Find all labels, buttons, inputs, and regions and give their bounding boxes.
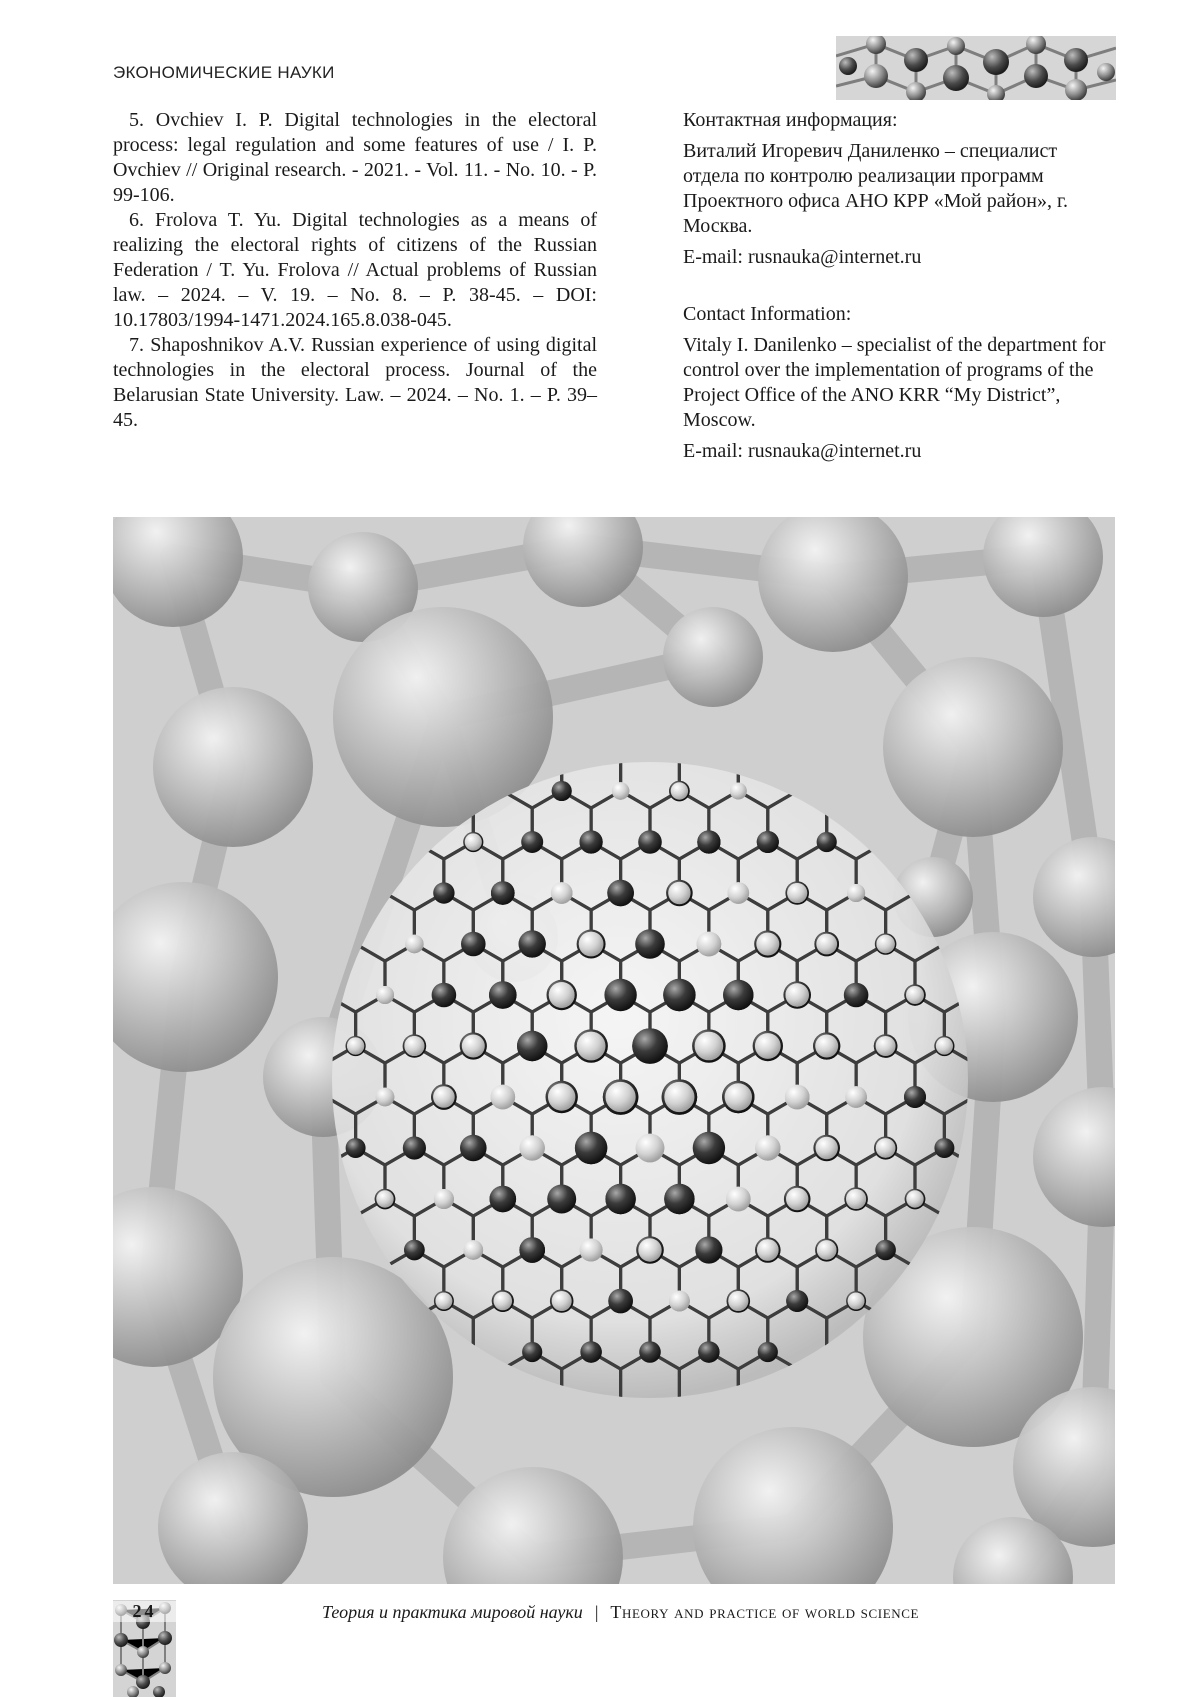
references-list [113, 108, 597, 433]
contact-heading-ru: Контактная информация: [683, 109, 898, 131]
contact-author-ru: Виталий Игоревич Даниленко – специалист отдела по контролю реализации программ Проектного офиса АНО КРР «Мой район», г. Москва. [683, 140, 1068, 237]
contact-heading-en: Contact Information: [683, 303, 852, 325]
reference-item: 6. Frolova T. Yu. Digital technologies as a means of realizing the electoral rights of citizens of the Russian Federation / T. Yu. Frolova // Actual problems of Russian law. – 2024. – V. 19. – No. 8. – P. 38-45. – DOI: 10.17803/1994-1471.2024.165.8.038-045. [113, 209, 597, 331]
contact-block [683, 108, 1115, 464]
fullerene-illustration [113, 517, 1115, 1584]
journal-title-ru: Теория и практика мировой науки [322, 1602, 583, 1622]
section-title: ЭКОНОМИЧЕСКИЕ НАУКИ [113, 63, 335, 82]
journal-separator: | [594, 1602, 599, 1622]
journal-title-en: Theory and practice of world science [610, 1602, 920, 1622]
reference-item: 5. Ovchiev I. P. Digital technologies in the electoral process: legal regulation and some features of use / I. P. Ovchiev // Original research. - 2021. - Vol. 11. - No. 10. - P. 99-106. [113, 109, 597, 206]
header-molecule-thumbnail [836, 36, 1116, 100]
contact-email-ru: E-mail: rusnauka@internet.ru [683, 246, 922, 268]
reference-item: 7. Shaposhnikov A.V. Russian experience of using digital technologies in the electoral process. Journal of the Belarusian State University. Law. – 2024. – No. 1. – P. 39–45. [113, 334, 597, 431]
contact-author-en: Vitaly I. Danilenko – specialist of the department for control over the implementation of programs of the Project Office of the ANO KRR “My District”, Moscow. [683, 334, 1106, 431]
page-number: 24 [113, 1601, 176, 1622]
journal-footer [322, 1602, 1042, 1623]
contact-email-en: E-mail: rusnauka@internet.ru [683, 440, 922, 462]
